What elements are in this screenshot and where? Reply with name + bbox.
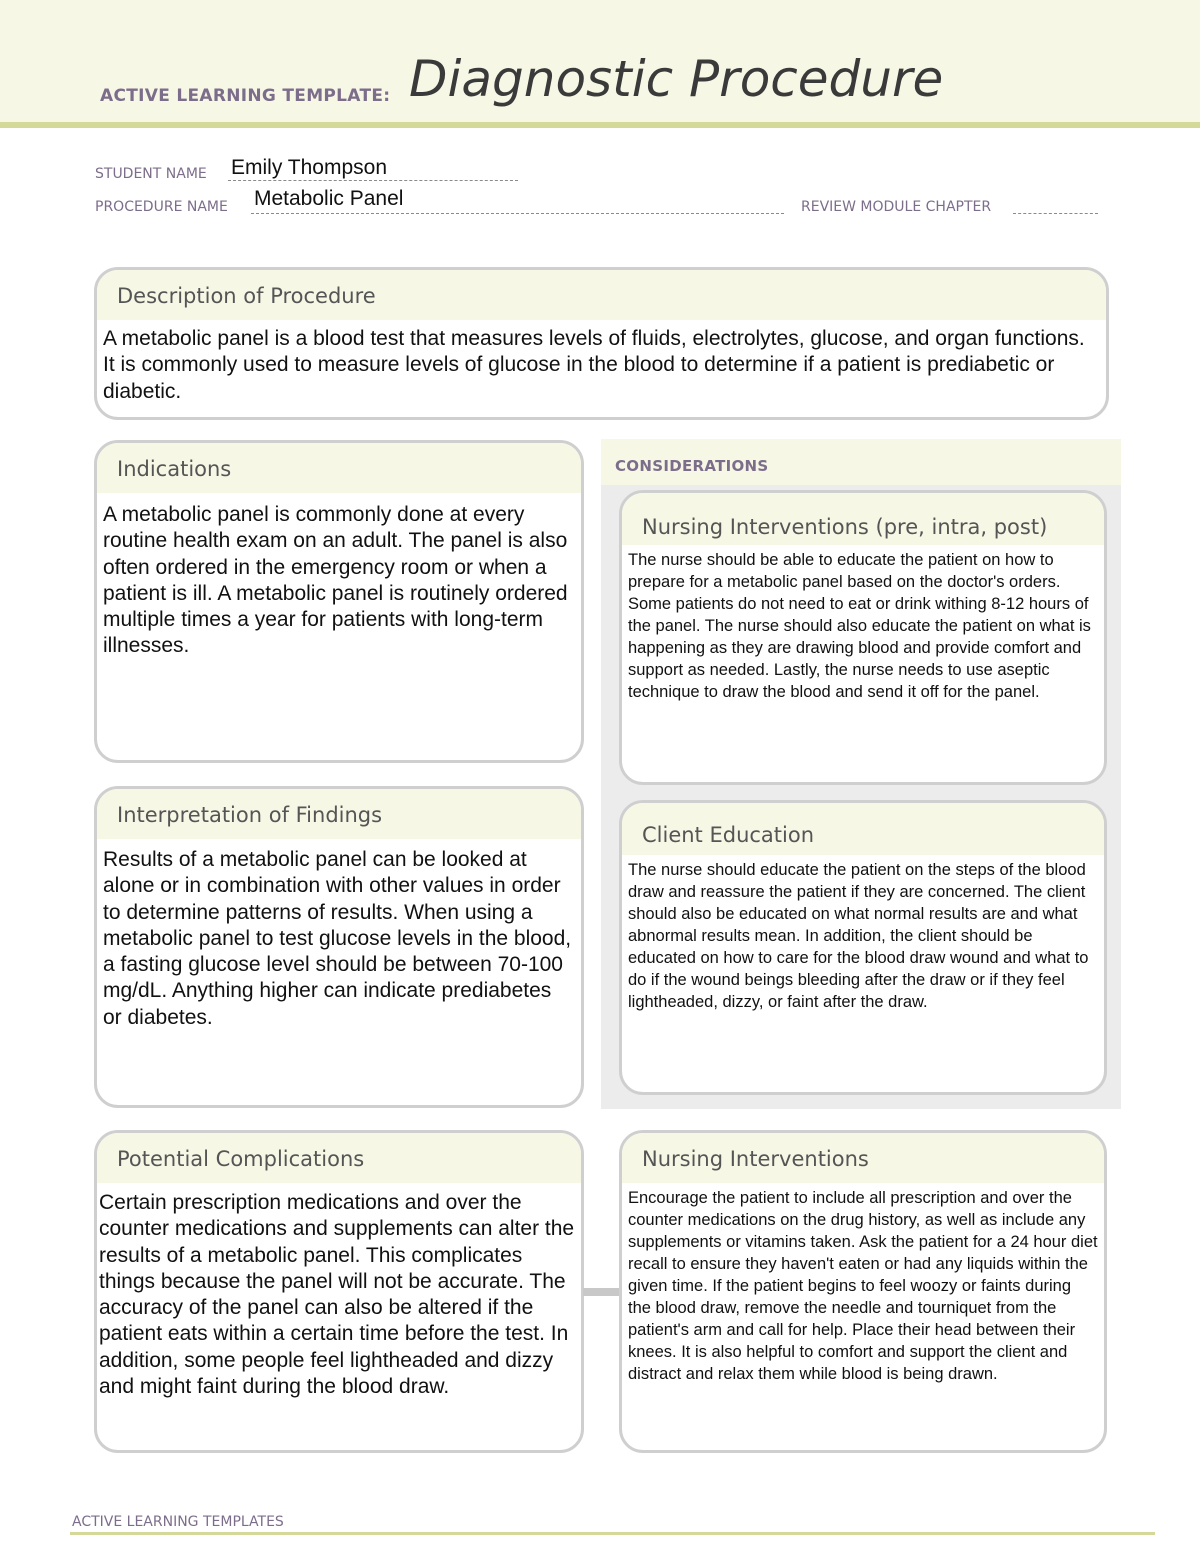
procedure-name-underline [251,213,784,214]
indications-text[interactable]: A metabolic panel is commonly done at every routine health exam on an adult. The panel is also often ordered in the emergency room or when a patient is ill. A metabolic panel is routinely ordered multiple times a year for patients with long-term illnesses. [103,503,568,658]
student-name-underline [228,180,518,181]
footer-rule [70,1532,1155,1535]
nursing-pre-intra-post-text[interactable]: The nurse should be able to educate the patient on how to prepare for a metabolic panel based on the doctor's orders. Some patients do not need to eat or drink withing 8-12 hours of the panel. The nurse should also educate the patient on what is happening as they are drawing blood and provide comfort and support as needed. Lastly, the nurse needs to use aseptic technique to draw the blood and send it off for the panel. [628,551,1091,701]
nursing-interventions-heading: Nursing Interventions [622,1133,1104,1183]
indications-box [94,440,584,763]
page-title: Diagnostic Procedure [409,50,944,108]
procedure-name-field[interactable]: Metabolic Panel [254,187,404,210]
indications-heading: Indications [97,443,581,493]
description-box [94,267,1109,420]
client-education-heading: Client Education [622,803,1104,855]
complications-box [94,1130,584,1453]
complications-heading: Potential Complications [97,1133,581,1183]
procedure-name-label: PROCEDURE NAME [95,199,228,215]
nursing-interventions-box [619,1130,1107,1453]
student-name-field[interactable]: Emily Thompson [231,156,388,179]
review-module-underline [1013,213,1098,214]
nursing-interventions-text[interactable]: Encourage the patient to include all prescription and over the counter medications on the drug history, as well as include any supplements or vitamins taken. Ask the patient for a 24 hour diet recall to ensure they haven't eaten or had any liquids within the given time. If the patient begins to feel woozy or faints during the blood draw, remove the needle and tourniquet from the patient's arm and call for help. Place their head between their knees. It is also helpful to comfort and support the client and distract and relax them while blood is being drawn. [628,1189,1098,1383]
interpretation-heading: Interpretation of Findings [97,789,581,839]
footer-text: ACTIVE LEARNING TEMPLATES [72,1514,284,1530]
description-heading: Description of Procedure [97,270,1106,320]
box-connector [583,1288,620,1296]
interpretation-box [94,786,584,1108]
review-module-label: REVIEW MODULE CHAPTER [801,199,992,215]
student-name-label: STUDENT NAME [95,166,207,182]
nursing-pre-intra-post-box [619,490,1107,785]
nursing-pre-intra-post-heading: Nursing Interventions (pre, intra, post) [622,493,1104,545]
description-text[interactable]: A metabolic panel is a blood test that measures levels of fluids, electrolytes, glucose, and organ functions. It is commonly used to measure levels of glucose in the blood to determine if a patient is prediabetic or diabetic. [103,327,1085,403]
client-education-text[interactable]: The nurse should educate the patient on the steps of the blood draw and reassure the patient if they are concerned. The client should also be educated on what normal results are and what abnormal results mean. In addition, the client should be educated on how to care for the blood draw wound and what to do if the wound beings bleeding after the draw or if they feel lightheaded, dizzy, or faint after the draw. [628,861,1089,1011]
client-education-box [619,800,1107,1095]
interpretation-text[interactable]: Results of a metabolic panel can be looked at alone or in combination with other values in order to determine patterns of results. When using a metabolic panel to test glucose levels in the blood, a fasting glucose level should be between 70-100 mg/dL. Anything higher can indicate prediabetes or diabetes. [103,848,572,1029]
complications-text[interactable]: Certain prescription medications and over the counter medications and supplements can alter the results of a metabolic panel. This complicates things because the panel will not be accurate. The accuracy of the panel can also be altered if the patient eats within a certain time before the test. In addition, some people feel lightheaded and dizzy and might faint during the blood draw. [99,1191,575,1399]
considerations-heading: CONSIDERATIONS [615,457,769,475]
header-rule [0,122,1200,128]
template-label: ACTIVE LEARNING TEMPLATE: [100,86,391,106]
